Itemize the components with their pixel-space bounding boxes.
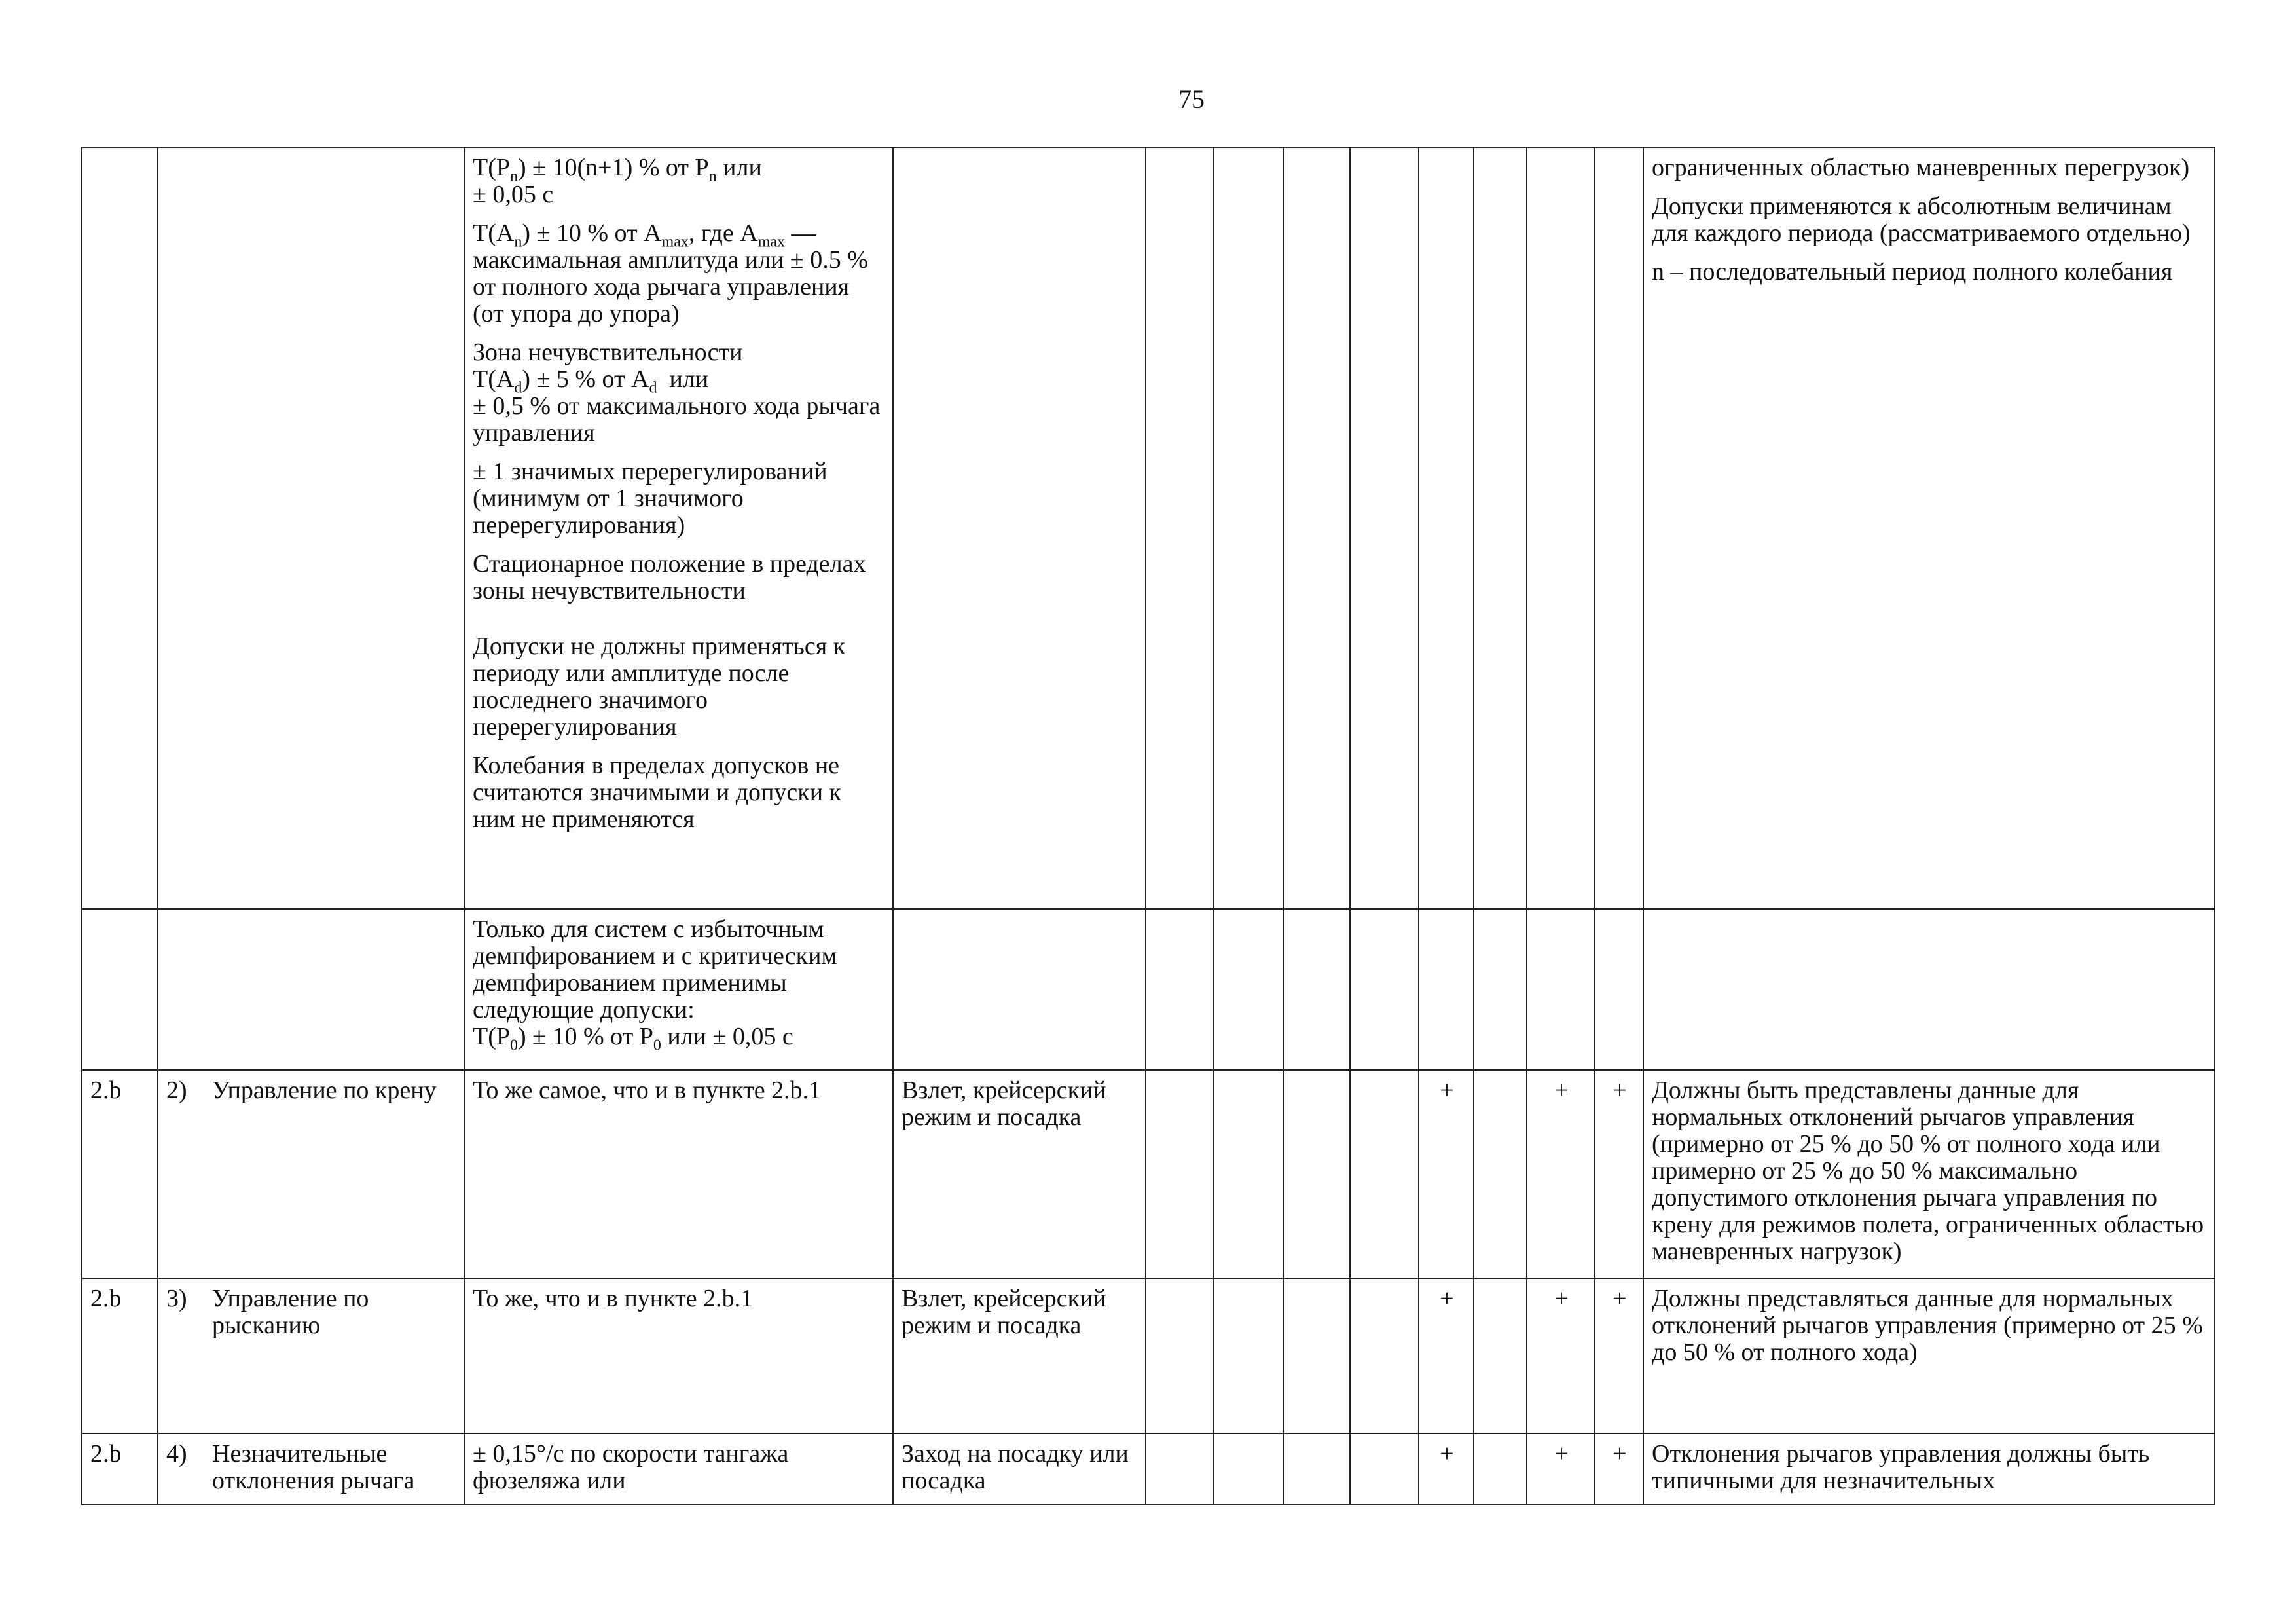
section-cell: 2.b	[82, 1278, 158, 1433]
item-number: 3)	[166, 1285, 187, 1312]
conditions-cell: Взлет, крейсерский режим и посадка	[893, 1278, 1146, 1433]
mark-cell	[1283, 909, 1350, 1070]
mark-cell: +	[1527, 1433, 1595, 1504]
tolerance-text: Допуски не должны применяться к периоду или амплитуде после последнего значимого перерегулирования	[473, 633, 846, 741]
damping-text: Только для систем с избыточным демпфированием и с критическим демпфированием применимы следующие допуски: $T(P_0) \pm 10$ % от $P_0$ или ± 0,05 с	[473, 915, 837, 1054]
mark-cell: +	[1527, 1278, 1595, 1433]
test-name: Управление по рысканию	[212, 1285, 369, 1339]
test-cell	[158, 1433, 464, 1504]
conditions-cell	[893, 909, 1146, 1070]
notes-text: Допуски применяются к абсолютным величинам для каждого периода (рассматриваемого отдельно)	[1652, 193, 2191, 247]
section-cell	[82, 909, 158, 1070]
mark-cell	[1595, 147, 1643, 909]
mark-cell: +	[1595, 1433, 1643, 1504]
mark-cell	[1474, 909, 1527, 1070]
test-cell	[158, 147, 464, 909]
test-cell	[158, 909, 464, 1070]
mark-cell	[1214, 1070, 1283, 1278]
notes-cell	[1643, 909, 2215, 1070]
conditions-cell: Заход на посадку или посадка	[893, 1433, 1146, 1504]
table-row	[82, 1070, 2215, 1278]
tolerance-cell	[464, 909, 893, 1070]
mark-cell	[1146, 1433, 1214, 1504]
tolerance-cell	[464, 147, 893, 909]
mark-cell	[1474, 1070, 1527, 1278]
table-row	[82, 1278, 2215, 1433]
table-row	[82, 147, 2215, 909]
section-cell: 2.b	[82, 1070, 158, 1278]
tolerance-text: $T(A_n) \pm 10$ % от $A_{max}$, где $A_{max}$ — максимальная амплитуда или ± 0.5 % от полного хода рычага управления (от упора до упора)	[473, 219, 868, 327]
page-number: 75	[1178, 84, 1205, 114]
mark-cell	[1474, 1278, 1527, 1433]
mark-cell	[1527, 909, 1595, 1070]
mark-cell	[1474, 147, 1527, 909]
notes-text: n – последовательный период полного колебания	[1652, 258, 2173, 286]
notes-cell: Должны быть представлены данные для нормальных отклонений рычагов управления (примерно от 25 % до 50 % от полного хода или примерно от 25 % до 50 % максимально допустимого отклонения рычага управления по крену для режимов полета, ограниченных областью маневренных нагрузок)	[1643, 1070, 2215, 1278]
notes-cell	[1643, 147, 2215, 909]
tolerance-text: Зона нечувствительности $T(A_d) \pm 5$ % от $A_d$ или ± 0,5 % от максимального хода рычага управления	[473, 339, 881, 447]
mark-cell	[1350, 1070, 1419, 1278]
test-name: Управление по крену	[212, 1077, 437, 1104]
tolerance-text: Колебания в пределах допусков не считаются значимыми и допуски к ним не применяются	[473, 752, 842, 833]
mark-cell	[1214, 1278, 1283, 1433]
table-row	[82, 1433, 2215, 1504]
mark-cell	[1214, 909, 1283, 1070]
conditions-cell	[893, 147, 1146, 909]
mark-cell	[1146, 909, 1214, 1070]
notes-cell: Должны представляться данные для нормальных отклонений рычагов управления (примерно от 25 % до 50 % от полного хода)	[1643, 1278, 2215, 1433]
mark-cell: +	[1595, 1070, 1643, 1278]
mark-cell	[1474, 1433, 1527, 1504]
mark-cell	[1350, 909, 1419, 1070]
tolerance-text: ± 1 значимых перерегулирований (минимум от 1 значимого перерегулирования)	[473, 458, 828, 539]
section-cell	[82, 147, 158, 909]
mark-cell	[1350, 1433, 1419, 1504]
mark-cell	[1146, 147, 1214, 909]
mark-cell	[1214, 1433, 1283, 1504]
conditions-cell: Взлет, крейсерский режим и посадка	[893, 1070, 1146, 1278]
mark-cell: +	[1419, 1070, 1474, 1278]
mark-cell	[1350, 147, 1419, 909]
mark-cell	[1350, 1278, 1419, 1433]
notes-cell: Отклонения рычагов управления должны быть типичными для незначительных	[1643, 1433, 2215, 1504]
mark-cell	[1283, 1433, 1350, 1504]
section-cell: 2.b	[82, 1433, 158, 1504]
item-number: 4)	[166, 1440, 187, 1467]
notes-text: ограниченных областью маневренных перегрузок)	[1652, 154, 2190, 181]
mark-cell	[1146, 1070, 1214, 1278]
table-row	[82, 909, 2215, 1070]
tolerance-text: Стационарное положение в пределах зоны нечувствительности	[473, 550, 866, 604]
mark-cell: +	[1595, 1278, 1643, 1433]
mark-cell	[1283, 1278, 1350, 1433]
mark-cell	[1595, 909, 1643, 1070]
mark-cell: +	[1419, 1278, 1474, 1433]
test-cell	[158, 1278, 464, 1433]
mark-cell	[1527, 147, 1595, 909]
tolerance-text: $T(P_n) \pm 10(n+1)$ % от $P_n$ или ± 0,05 с	[473, 154, 762, 208]
mark-cell	[1283, 147, 1350, 909]
tolerance-cell: То же самое, что и в пункте 2.b.1	[464, 1070, 893, 1278]
item-number: 2)	[166, 1077, 187, 1104]
mark-cell	[1283, 1070, 1350, 1278]
mark-cell	[1146, 1278, 1214, 1433]
requirements-table	[81, 147, 2215, 1505]
tolerance-cell: ± 0,15°/с по скорости тангажа фюзеляжа или	[464, 1433, 893, 1504]
mark-cell: +	[1419, 1433, 1474, 1504]
test-name: Незначительные отклонения рычага	[212, 1440, 415, 1494]
mark-cell	[1419, 909, 1474, 1070]
tolerance-cell: То же, что и в пункте 2.b.1	[464, 1278, 893, 1433]
mark-cell: +	[1527, 1070, 1595, 1278]
mark-cell	[1214, 147, 1283, 909]
test-cell	[158, 1070, 464, 1278]
mark-cell	[1419, 147, 1474, 909]
